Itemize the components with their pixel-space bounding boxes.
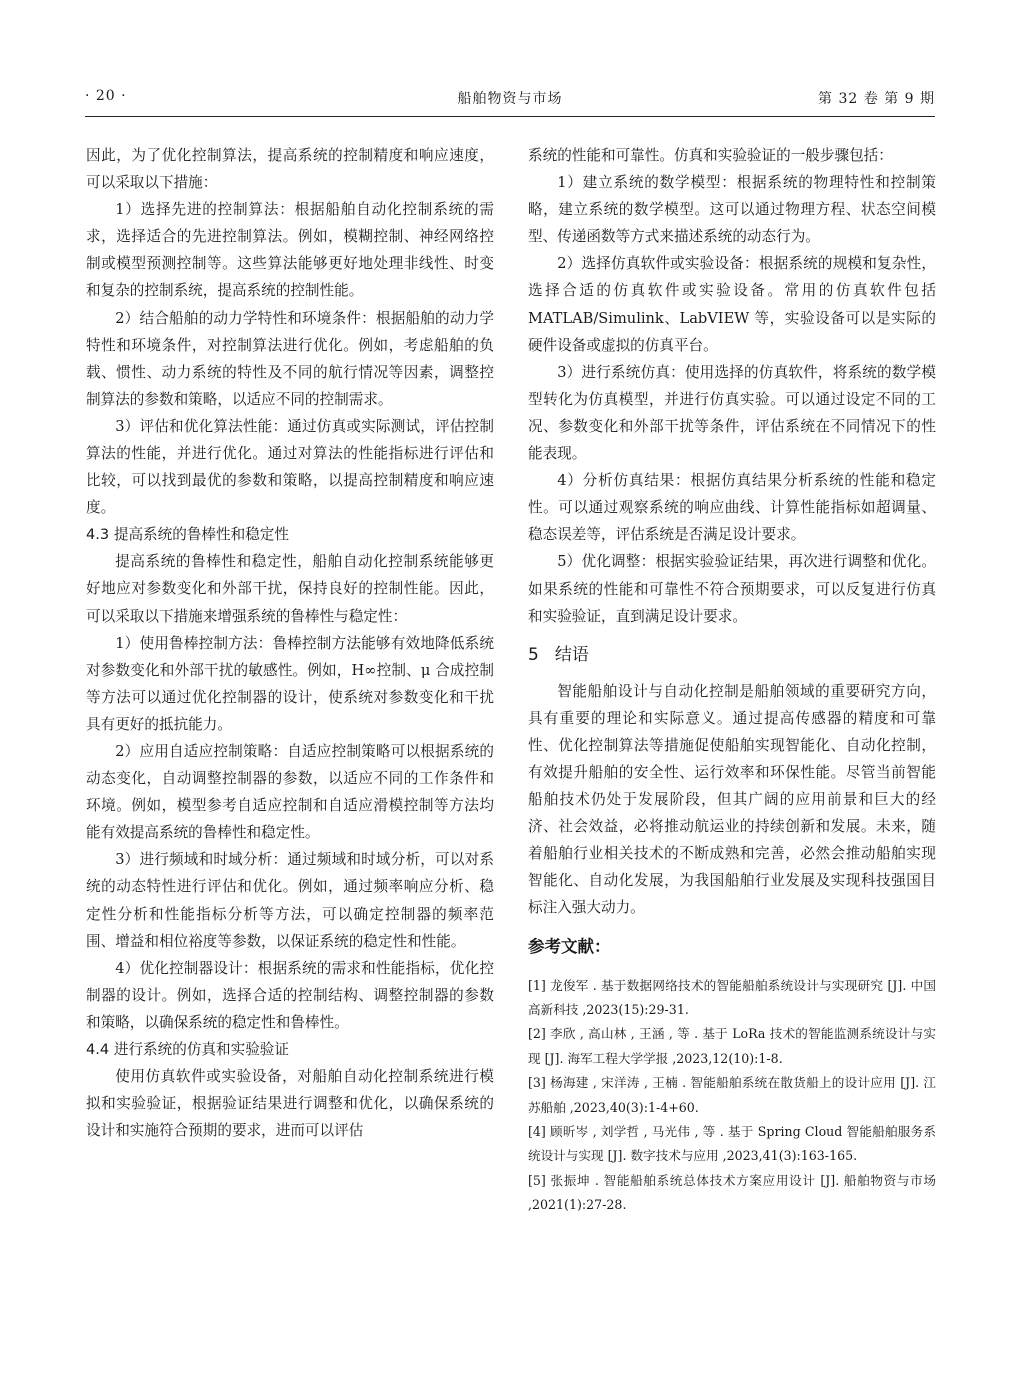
body-paragraph: 1）选择先进的控制算法：根据船舶自动化控制系统的需求，选择适合的先进控制算法。例如，模糊控制、神经网络控制或模型预测控制等。这些算法能够更好地处理非线性、时变和复杂的控制系统，提高系统的控制性能。 (86, 201, 494, 300)
body-paragraph: 2）选择仿真软件或实验设备：根据系统的规模和复杂性，选择合适的仿真软件或实验设备。常用的仿真软件包括 MATLAB/Simulink、LabVIEW 等，实验设备可以是实际的硬件设备或虚拟的仿真平台。 (528, 255, 936, 354)
body-paragraph: 4）优化控制器设计：根据系统的需求和性能指标，优化控制器的设计。例如，选择合适的控制结构、调整控制器的参数和策略，以确保系统的稳定性和鲁棒性。 (86, 959, 494, 1031)
reference-item: [4] 顾昕岑 , 刘学哲 , 马光伟 , 等 . 基于 Spring Cloud 智能船舶服务系统设计与实现 [J]. 数字技术与应用 ,2023,41(3):163-165. (528, 1123, 936, 1164)
body-paragraph: 4）分析仿真结果：根据仿真结果分析系统的性能和稳定性。可以通过观察系统的响应曲线、计算性能指标如超调量、稳态误差等，评估系统是否满足设计要求。 (528, 472, 936, 544)
journal-title: 船舶物资与市场 (457, 91, 563, 107)
body-paragraph: 2）结合船舶的动力学特性和环境条件：根据船舶的动力学特性和环境条件，对控制算法进行优化。例如，考虑船舶的负载、惯性、动力系统的特性及不同的航行情况等因素，调整控制算法的参数和策略，以适应不同的控制需求。 (86, 309, 494, 408)
body-paragraph: 因此，为了优化控制算法，提高系统的控制精度和响应速度，可以采取以下措施： (86, 147, 494, 192)
body-paragraph: 1）使用鲁棒控制方法：鲁棒控制方法能够有效地降低系统对参数变化和外部干扰的敏感性。例如，H∞控制、μ 合成控制等方法可以通过优化控制器的设计，使系统对参数变化和干扰具有更好的抵抗能力。 (86, 634, 494, 733)
left-column (86, 142, 494, 1144)
reference-item: [2] 李欣 , 高山林 , 王涵 , 等 . 基于 LoRa 技术的智能监测系统设计与实现 [J]. 海军工程大学学报 ,2023,12(10):1-8. (528, 1026, 936, 1066)
page-header (85, 86, 935, 117)
body-paragraph: 2）应用自适应控制策略：自适应控制策略可以根据系统的动态变化，自动调整控制器的参数，以适应不同的工作条件和环境。例如，模型参考自适应控制和自适应滑模控制等方法均能有效提高系统的鲁棒性和稳定性。 (86, 742, 494, 842)
right-column-body (528, 142, 936, 922)
body-paragraph: 智能船舶设计与自动化控制是船舶领域的重要研究方向，具有重要的理论和实际意义。通过提高传感器的精度和可靠性、优化控制算法等措施促使船舶实现智能化、自动化控制，有效提升船舶的安全性、运行效率和环保性能。尽管当前智能船舶技术仍处于发展阶段，但其广阔的应用前景和巨大的经济、社会效益，必将推动航运业的持续创新和发展。未来，随着船舶行业相关技术的不断成熟和完善，必然会推动船舶实现智能化、自动化发展，为我国船舶行业发展及实现科技强国目标注入强大动力。 (528, 682, 936, 917)
references-title: 参考文献： (528, 936, 611, 956)
reference-item: [5] 张振坤 . 智能船舶系统总体技术方案应用设计 [J]. 船舶物资与市场 ,2021(1):27-28. (528, 1172, 936, 1213)
right-column (528, 142, 936, 1218)
chapter-number: 5 (528, 644, 539, 665)
chapter-heading (528, 640, 936, 670)
issue-info: 第 32 卷 第 9 期 (818, 91, 935, 107)
section-heading: 4.4 进行系统的仿真和实验验证 (86, 1041, 289, 1058)
body-paragraph: 5）优化调整：根据实验验证结果，再次进行调整和优化。如果系统的性能和可靠性不符合预期要求，可以反复进行仿真和实验验证，直到满足设计要求。 (528, 553, 936, 625)
body-paragraph: 3）评估和优化算法性能：通过仿真或实际测试，评估控制算法的性能，并进行优化。通过对算法的性能指标进行评估和比较，可以找到最优的参数和策略，以提高控制精度和响应速度。 (86, 417, 494, 517)
page-number: · 20 · (85, 88, 127, 104)
body-paragraph: 系统的性能和可靠性。仿真和实验验证的一般步骤包括： (528, 147, 893, 164)
reference-item: [3] 杨海建 , 宋洋涛 , 王楠 . 智能船舶系统在散货船上的设计应用 [J]. 江苏船舶 ,2023,40(3):1-4+60. (528, 1075, 936, 1115)
body-paragraph: 3）进行频域和时域分析：通过频域和时域分析，可以对系统的动态特性进行评估和优化。例如，通过频率响应分析、稳定性分析和性能指标分析等方法，可以确定控制器的频率范围、增益和相位裕度等参数，以保证系统的稳定性和性能。 (86, 851, 494, 950)
reference-item: [1] 龙俊军 . 基于数据网络技术的智能船舶系统设计与实现研究 [J]. 中国高新科技 ,2023(15):29-31. (528, 977, 936, 1017)
body-paragraph: 提高系统的鲁棒性和稳定性，船舶自动化控制系统能够更好地应对参数变化和外部干扰，保持良好的控制性能。因此，可以采取以下措施来增强系统的鲁棒性与稳定性： (86, 553, 494, 625)
body-paragraph: 3）进行系统仿真：使用选择的仿真软件，将系统的数学模型转化为仿真模型，并进行仿真实验。可以通过设定不同的工况、参数变化和外部干扰等条件，评估系统在不同情况下的性能表现。 (528, 363, 936, 463)
references-list (528, 974, 936, 1218)
chapter-title: 结语 (554, 644, 589, 665)
body-paragraph: 1）建立系统的数学模型：根据系统的物理特性和控制策略，建立系统的数学模型。这可以通过物理方程、状态空间模型、传递函数等方式来描述系统的动态行为。 (528, 174, 936, 246)
body-paragraph: 使用仿真软件或实验设备，对船舶自动化控制系统进行模拟和实验验证，根据验证结果进行调整和优化，以确保系统的设计和实施符合预期的要求，进而可以评估 (86, 1068, 494, 1140)
section-heading: 4.3 提高系统的鲁棒性和稳定性 (86, 526, 289, 544)
